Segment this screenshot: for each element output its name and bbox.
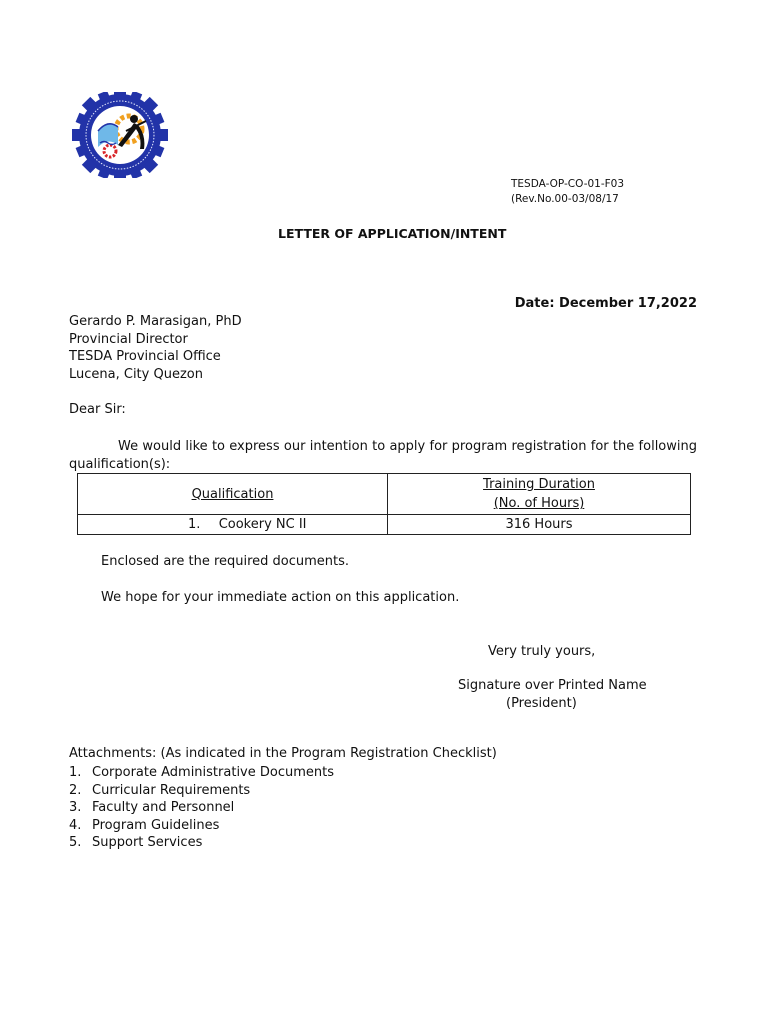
tesda-seal-icon (70, 92, 170, 178)
action-request: We hope for your immediate action on this application. (101, 590, 460, 605)
attachments-heading: Attachments: (As indicated in the Program Registration Checklist) (69, 746, 497, 761)
column-header-duration (388, 474, 691, 515)
form-code-line1: TESDA-OP-CO-01-F03 (511, 178, 625, 190)
recipient-office: TESDA Provincial Office (69, 349, 221, 364)
list-item-label: Corporate Administrative Documents (92, 765, 334, 780)
list-item-label: Program Guidelines (92, 817, 220, 833)
list-item-number: 4. (69, 817, 82, 833)
recipient-address: Lucena, City Quezon (69, 367, 203, 382)
intro-paragraph: We would like to express our intention to apply for program registration for the following qualification(s): (69, 439, 697, 472)
salutation: Dear Sir: (69, 402, 126, 417)
qualification-cell (78, 515, 388, 535)
letter-title: LETTER OF APPLICATION/INTENT (278, 226, 507, 241)
list-item (69, 782, 334, 800)
row-number: 1. (188, 517, 201, 532)
letter-date: Date: December 17,2022 (514, 296, 697, 311)
column-header-duration-line1: Training Duration (483, 477, 595, 492)
recipient-position: Provincial Director (69, 332, 188, 347)
table-header-row (78, 474, 691, 515)
list-item (69, 834, 334, 852)
enclosed-note: Enclosed are the required documents. (101, 554, 350, 569)
list-item-number: 1. (69, 765, 82, 780)
list-item-label: Faculty and Personnel (92, 800, 235, 815)
recipient-name: Gerardo P. Marasigan, PhD (69, 314, 242, 329)
qualification-name: Cookery NC II (218, 517, 307, 532)
form-code-line2: (Rev.No.00-03/08/17 (511, 193, 619, 205)
table-row (78, 515, 691, 535)
column-header-duration-line2: (No. of Hours) (493, 496, 585, 511)
list-item-label: Curricular Requirements (92, 782, 251, 798)
signature-line: Signature over Printed Name (458, 678, 647, 693)
qualification-table (77, 473, 691, 535)
list-item (69, 799, 334, 817)
list-item-number: 3. (69, 800, 82, 815)
signatory-role: (President) (506, 696, 577, 711)
list-item (69, 817, 334, 835)
attachments-list (69, 764, 334, 852)
duration-cell: 316 Hours (388, 515, 691, 535)
list-item (69, 764, 334, 782)
list-item-number: 2. (69, 782, 82, 798)
valediction: Very truly yours, (488, 644, 596, 659)
list-item-number: 5. (69, 835, 82, 850)
column-header-qualification: Qualification (78, 474, 388, 515)
list-item-label: Support Services (92, 835, 203, 850)
